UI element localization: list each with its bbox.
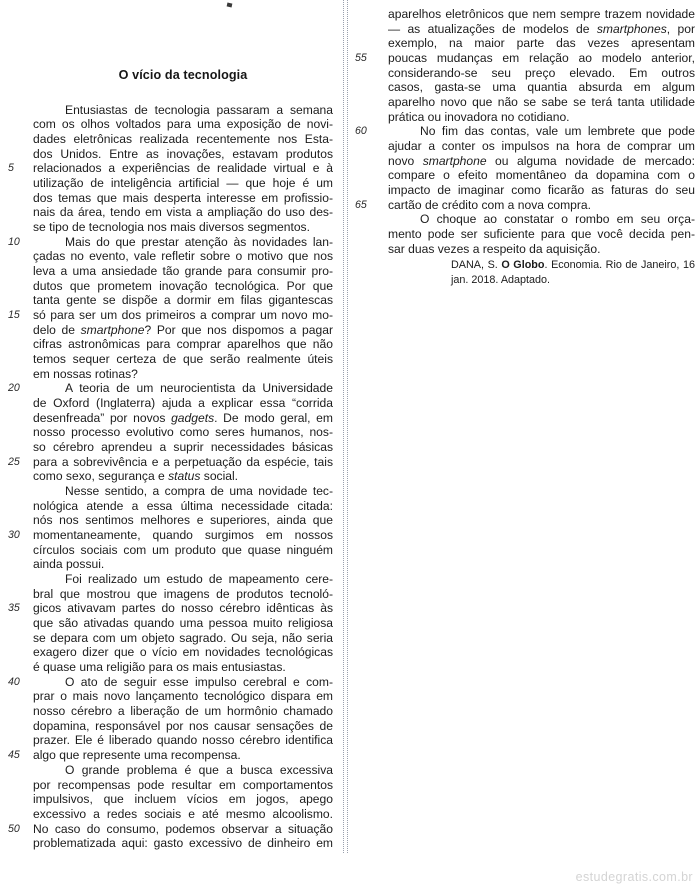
text-line (0, 528, 343, 543)
line-text: algo que represente uma recompensa. (33, 748, 241, 763)
line-number: 50 (8, 822, 20, 835)
text-line (347, 139, 697, 154)
line-number: 55 (355, 52, 367, 65)
text-line (0, 822, 343, 837)
text-line (0, 616, 343, 631)
text-line (0, 308, 343, 323)
line-text: ajudar a conter os impulsos na hora de comprar um (388, 139, 695, 154)
line-text: A teoria de um neurocientista da Universidade (65, 381, 333, 396)
line-number: 40 (8, 675, 20, 688)
line-text: considerando-se seu preço elevado. Em outros (388, 65, 695, 80)
line-text: excessivo a redes sociais e até mesmo alcoolismo. (33, 806, 333, 821)
text-line (0, 778, 343, 793)
line-text: çadas no evento, vale refletir sobre o motivo que nos (33, 249, 333, 264)
text-line (0, 807, 343, 822)
text-line (347, 154, 697, 169)
line-text: jan. 2018. Adaptado. (451, 274, 551, 287)
line-text: desenfreada” por novos gadgets. De modo geral, em (33, 410, 333, 425)
line-text: — as atualizações de modelos de smartphones, por (388, 21, 695, 36)
line-text: nológica atende a essa última necessidade citada: (33, 498, 333, 513)
line-text: aparelhos eletrônicos que nem sempre trazem novidade (388, 7, 695, 21)
text-line (0, 337, 343, 352)
line-number: 20 (8, 382, 20, 395)
text-line (0, 323, 343, 338)
line-text: impacto de imaginar como ficarão as faturas do seu (388, 183, 695, 198)
text-line (0, 176, 343, 191)
text-line (0, 235, 343, 250)
line-number: 15 (8, 309, 20, 321)
line-text: cartão de crédito com a nova compra. (388, 197, 592, 212)
line-text: em nossas rotinas? (33, 366, 138, 381)
line-text: que são ativadas quando uma pessoa muito religiosa (33, 616, 333, 631)
line-text: ainda possui. (33, 557, 105, 572)
line-text: utilização de inteligência artificial — que hoje é um (33, 175, 333, 190)
text-line (347, 95, 697, 110)
line-text: novo smartphone ou alguma novidade de mercado: (388, 153, 695, 168)
line-text: compare o efeito momentâneo da dopamina com o (388, 168, 695, 183)
article-title: O vício da tecnologia (118, 68, 248, 82)
text-line (347, 198, 697, 213)
text-line (0, 557, 343, 572)
line-number: 45 (8, 749, 20, 762)
line-text: exagero dizer que o vício em novidades tecnológicas (33, 645, 333, 660)
line-text: poucas mudanças em relação ao modelo anterior, (388, 51, 695, 66)
line-text: DANA, S. O Globo. Economia. Rio de Janeiro, 16 (451, 259, 695, 272)
text-line (0, 220, 343, 235)
line-text: so cérebro aprendeu a suprir necessidades básicas (33, 440, 333, 455)
text-line (0, 601, 343, 616)
text-line (0, 293, 343, 308)
line-text: No fim das contas, vale um lembrete que pode (420, 124, 695, 139)
line-text: Entusiastas de tecnologia passaram a semana (65, 102, 333, 117)
text-line (0, 455, 343, 470)
line-text: nosso processo evolutivo como seres humanos, nos- (33, 425, 333, 440)
text-line (0, 264, 343, 279)
line-text: bral que mostrou que imagens de produtos tecnoló- (33, 586, 333, 601)
text-line (0, 748, 343, 763)
text-line (0, 411, 343, 426)
line-number: 60 (355, 125, 367, 138)
text-line (347, 258, 697, 273)
line-number: 5 (8, 162, 14, 175)
text-line (347, 51, 697, 66)
line-number: 10 (8, 235, 20, 248)
text-line (0, 279, 343, 294)
text-line (347, 183, 697, 198)
line-text: é quase uma religião para os mais entusiastas. (33, 660, 286, 675)
line-text: Nesse sentido, a compra de uma novidade tec- (65, 484, 333, 499)
text-line (0, 425, 343, 440)
source-citation (347, 258, 697, 288)
line-text: O choque ao constatar o rombo em seu orça- (420, 212, 695, 227)
line-text: Mais do que prestar atenção às novidades lan- (65, 234, 333, 249)
line-text: cifras astronômicas para comprar aparelhos que não (33, 337, 333, 352)
line-text: prazer. Ele é liberado quando nosso cérebro identifica (33, 733, 333, 748)
line-text: No caso do consumo, podemos observar a situação (33, 821, 333, 836)
line-text: prática ou inovadora no cotidiano. (388, 109, 570, 124)
line-text: impulsivos, que incluem vícios em jogos, apego (33, 792, 333, 807)
line-text: círculos sociais com um produto que quase ninguém (33, 542, 333, 557)
text-line (0, 645, 343, 660)
line-text: dopamina, responsável por nos causar sensações de (33, 718, 333, 733)
line-text: leva a uma ansiedade tão grande para consumir pro- (33, 263, 333, 278)
text-line (0, 249, 343, 264)
line-number: 30 (8, 529, 20, 542)
line-text: nós nos sentimos melhores e superiores, ainda que (33, 513, 333, 528)
line-text: exemplo, na maior parte das vezes apresentam (388, 36, 695, 51)
text-line (0, 381, 343, 396)
line-text: tanta gente se dispõe a dormir em filas gigantescas (33, 293, 333, 308)
text-line (0, 132, 343, 147)
line-text: temos sequer certeza de que serão realmente úteis (33, 352, 333, 367)
line-text: momentaneamente, quando surgimos em nossos (33, 528, 333, 543)
line-text: dutos que prometem inovação tecnológica. Por que (33, 278, 333, 293)
line-text: mento pode ser suficiente para que você decida pen- (388, 227, 695, 242)
line-text: O grande problema é que a busca excessiva (65, 762, 333, 777)
line-number: 65 (355, 198, 367, 211)
line-text: dos temas que mais desperta interesse em profissio- (33, 190, 333, 205)
line-number: 35 (8, 602, 20, 615)
text-line (0, 103, 343, 118)
text-line (0, 469, 343, 484)
right-column (347, 0, 697, 288)
text-line (0, 631, 343, 646)
text-line (347, 242, 697, 257)
right-column-text (347, 0, 697, 256)
text-line (0, 836, 343, 851)
text-line (347, 7, 697, 22)
line-text: para a sobrevivência e a perpetuação da espécie, tais (33, 454, 333, 469)
text-line (347, 168, 697, 183)
line-text: prar o mais novo lançamento tecnológico dispara em (33, 689, 333, 704)
line-text: se depara com um objeto sagrado. Ou seja, não seria (33, 630, 333, 645)
text-line (0, 367, 343, 382)
left-column (0, 0, 343, 851)
text-line (0, 396, 343, 411)
text-line (347, 22, 697, 37)
left-column-text (0, 0, 343, 851)
text-line (0, 484, 343, 499)
text-line (347, 110, 697, 125)
line-text: O ato de seguir esse impulso cerebral e com- (65, 674, 333, 689)
text-line (0, 704, 343, 719)
line-text: dades eletrônicas realizada recentemente nos Esta- (33, 131, 333, 146)
text-line (0, 763, 343, 778)
text-line (0, 191, 343, 206)
line-number: 25 (8, 455, 20, 468)
text-line (0, 352, 343, 367)
line-text: aparelho novo que não se sabe se terá tanta utilidade (388, 95, 695, 110)
text-line (347, 273, 697, 288)
text-line (347, 124, 697, 139)
line-text: só para ser um dos primeiros a comprar um novo mo- (33, 308, 333, 322)
text-line (0, 499, 343, 514)
line-text: sar duas vezes a respeito da aquisição. (388, 241, 601, 256)
text-line (347, 212, 697, 227)
text-line (347, 66, 697, 81)
text-line (0, 572, 343, 587)
line-text: dos Unidos. Entre as inovações, estavam produtos (33, 146, 333, 161)
text-line (0, 719, 343, 734)
line-text: delo de smartphone? Por que nos dispomos a pagar (33, 322, 333, 337)
text-line (347, 36, 697, 51)
text-line (0, 733, 343, 748)
line-text: nais da área, tendo em vista a ampliação do uso des- (33, 205, 333, 220)
line-text: como sexo, segurança e status social. (33, 469, 239, 484)
text-line (0, 513, 343, 528)
line-text: casos, gasta-se uma quantia absurda em algum (388, 80, 695, 95)
text-line (347, 80, 697, 95)
text-line (0, 587, 343, 602)
text-line (0, 161, 343, 176)
watermark: estudegratis.com.br (575, 870, 693, 884)
text-line (347, 227, 697, 242)
text-line (0, 660, 343, 675)
text-line (0, 117, 343, 132)
line-text: com os olhos voltados para uma exposição de novi- (33, 117, 333, 132)
line-text: relacionados a experiências de realidade virtual e à (33, 161, 333, 176)
line-text: Foi realizado um estudo de mapeamento cere- (65, 572, 333, 587)
line-text: problematizada aqui: gasto excessivo de dinheiro em (33, 836, 333, 851)
text-line (0, 440, 343, 455)
text-line (0, 205, 343, 220)
text-line (0, 675, 343, 690)
text-line (0, 689, 343, 704)
line-text: se tipo de tecnologia nos mais diversos segmentos. (33, 219, 310, 234)
line-text: de Oxford (Inglaterra) ajuda a explicar essa “corrida (33, 396, 333, 411)
line-text: gicos ativavam partes do nosso cérebro idênticas às (33, 601, 333, 616)
line-text: por recompensas pode resultar em comportamentos (33, 777, 333, 792)
line-text: nosso cérebro a liberação de um hormônio chamado (33, 704, 333, 719)
text-line (0, 792, 343, 807)
text-line (0, 147, 343, 162)
text-line (0, 543, 343, 558)
